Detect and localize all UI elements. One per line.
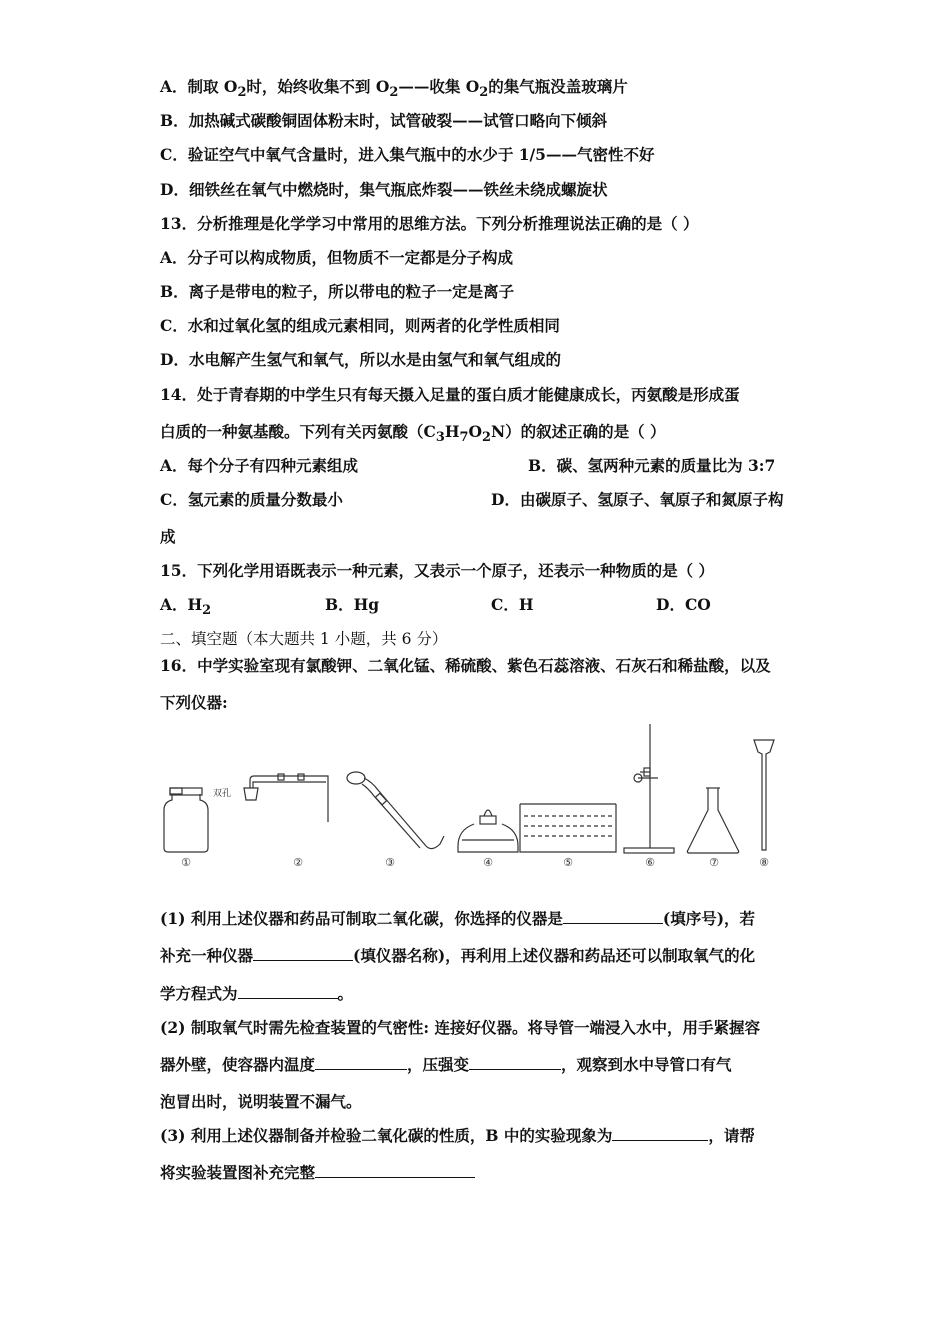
q14-option-b: B．碳、氢两种元素的质量比为 3:7 xyxy=(528,456,776,475)
q12-option-c: C．验证空气中氧气含量时，进入集气瓶中的水少于 1/5——气密性不好 xyxy=(160,145,655,164)
text: N）的叙述正确的是（ ） xyxy=(490,422,666,441)
water-trough-icon xyxy=(520,804,616,852)
text: 器外壁，使容器内温度 xyxy=(160,1055,316,1074)
alcohol-lamp-icon xyxy=(458,810,518,852)
text: ，压强变 xyxy=(407,1055,470,1074)
text: ，观察到水中导管口有气 xyxy=(561,1055,732,1074)
q14-option-c: C．氢元素的质量分数最小 xyxy=(160,490,343,509)
figure-label-2: ② xyxy=(293,856,303,869)
figure-label-4: ④ xyxy=(483,856,493,869)
text: 。 xyxy=(337,984,354,1003)
q14-stem-line2 xyxy=(160,422,666,448)
subscript: 3 xyxy=(435,430,445,446)
text: (填序号)，若 xyxy=(662,909,756,928)
q16-stem-line1: 16．中学实验室现有氯酸钾、二氧化锰、稀硫酸、紫色石蕊溶液、石灰石和稀盐酸，以及 xyxy=(160,656,771,675)
q13-option-a: A．分子可以构成物质，但物质不一定都是分子构成 xyxy=(160,248,514,267)
q14-option-d: D．由碳原子、氢原子、氧原子和氮原子构 xyxy=(491,490,784,509)
stopper-label: 双孔 xyxy=(213,789,232,799)
q14-option-d-continued: 成 xyxy=(160,527,176,546)
apparatus-figure xyxy=(158,720,784,870)
q14-stem-line1: 14．处于青春期的中学生只有每天摄入足量的蛋白质才能健康成长，丙氨酸是形成蛋 xyxy=(160,385,740,404)
answer-blank[interactable] xyxy=(469,1055,561,1070)
q13-option-c: C．水和过氧化氢的组成元素相同，则两者的化学性质相同 xyxy=(160,316,560,335)
bent-tube-stopper-icon xyxy=(244,774,328,822)
q16-part2-line3: 泡冒出时，说明装置不漏气。 xyxy=(160,1092,362,1111)
q16-part2-line2 xyxy=(160,1055,732,1075)
section-heading: 二、填空题（本大题共 1 小题，共 6 分） xyxy=(160,630,448,648)
answer-blank[interactable] xyxy=(253,946,353,961)
figure-label-8: ⑧ xyxy=(759,856,769,869)
text: 时，始终收集不到 O xyxy=(246,77,390,96)
text: ，请帮 xyxy=(708,1126,755,1145)
q16-part2-line1: (2) 制取氧气时需先检查装置的气密性: 连接好仪器。将导管一端浸入水中，用手紧握容 xyxy=(160,1018,760,1037)
subscript: 2 xyxy=(202,603,212,619)
answer-blank[interactable] xyxy=(238,984,338,999)
figure-label-1: ① xyxy=(181,856,191,869)
answer-blank[interactable] xyxy=(315,1163,475,1178)
text: 白质的一种氨基酸。下列有关丙氨酸（C xyxy=(160,422,436,441)
q13-stem: 13．分析推理是化学学习中常用的思维方法。下列分析推理说法正确的是（ ） xyxy=(160,214,699,233)
subscript: 2 xyxy=(481,430,491,446)
text: A．制取 O xyxy=(160,77,238,96)
q15-stem: 15．下列化学用语既表示一种元素，又表示一个原子，还表示一种物质的是（ ） xyxy=(160,561,714,580)
q16-part1-line3 xyxy=(160,984,353,1004)
q15-option-d: D．CO xyxy=(656,595,711,614)
text: (1) 利用上述仪器和药品可制取二氧化碳，你选择的仪器是 xyxy=(160,909,563,928)
q15-option-b: B．Hg xyxy=(325,595,380,614)
figure-label-6: ⑥ xyxy=(645,856,655,869)
q15-option-a xyxy=(160,595,211,621)
answer-blank[interactable] xyxy=(563,909,663,924)
iron-stand-icon xyxy=(624,724,674,853)
q16-part1-line1 xyxy=(160,909,755,929)
long-neck-funnel-icon xyxy=(754,740,774,850)
text: O xyxy=(468,422,482,441)
gas-bottle-icon xyxy=(164,788,208,852)
subscript: 2 xyxy=(389,85,399,101)
text: 补充一种仪器 xyxy=(160,946,254,965)
q16-part3-line1 xyxy=(160,1126,755,1146)
figure-label-7: ⑦ xyxy=(709,856,719,869)
answer-blank[interactable] xyxy=(612,1126,708,1141)
text: 学方程式为 xyxy=(160,984,238,1003)
text: A．H xyxy=(160,595,203,614)
text: ——收集 O xyxy=(398,77,480,96)
q13-option-d: D．水电解产生氢气和氧气，所以水是由氢气和氧气组成的 xyxy=(160,350,561,369)
text: (3) 利用上述仪器制备并检验二氧化碳的性质，B 中的实验现象为 xyxy=(160,1126,613,1145)
q13-option-b: B．离子是带电的粒子，所以带电的粒子一定是离子 xyxy=(160,282,515,301)
text: (填仪器名称)，再利用上述仪器和药品还可以制取氧气的化 xyxy=(353,946,756,965)
q12-option-a xyxy=(160,77,628,103)
text: 将实验装置图补充完整 xyxy=(160,1163,316,1182)
rubber-tube-icon xyxy=(347,772,444,849)
text: H xyxy=(444,422,460,441)
q14-option-a: A．每个分子有四种元素组成 xyxy=(160,456,359,475)
q12-option-b: B．加热碱式碳酸铜固体粉末时，试管破裂——试管口略向下倾斜 xyxy=(160,111,608,130)
q16-part1-line2 xyxy=(160,946,755,966)
figure-label-3: ③ xyxy=(385,856,395,869)
q12-option-d: D．细铁丝在氧气中燃烧时，集气瓶底炸裂——铁丝未绕成螺旋状 xyxy=(160,180,608,199)
q15-option-c: C．H xyxy=(491,595,534,614)
answer-blank[interactable] xyxy=(315,1055,407,1070)
q16-stem-line2: 下列仪器: xyxy=(160,693,228,712)
q16-part3-line2 xyxy=(160,1163,475,1183)
conical-flask-icon xyxy=(687,788,738,853)
subscript: 2 xyxy=(237,85,247,101)
subscript: 2 xyxy=(479,85,489,101)
figure-label-5: ⑤ xyxy=(563,856,573,869)
text: 的集气瓶没盖玻璃片 xyxy=(488,77,628,96)
subscript: 7 xyxy=(459,430,469,446)
